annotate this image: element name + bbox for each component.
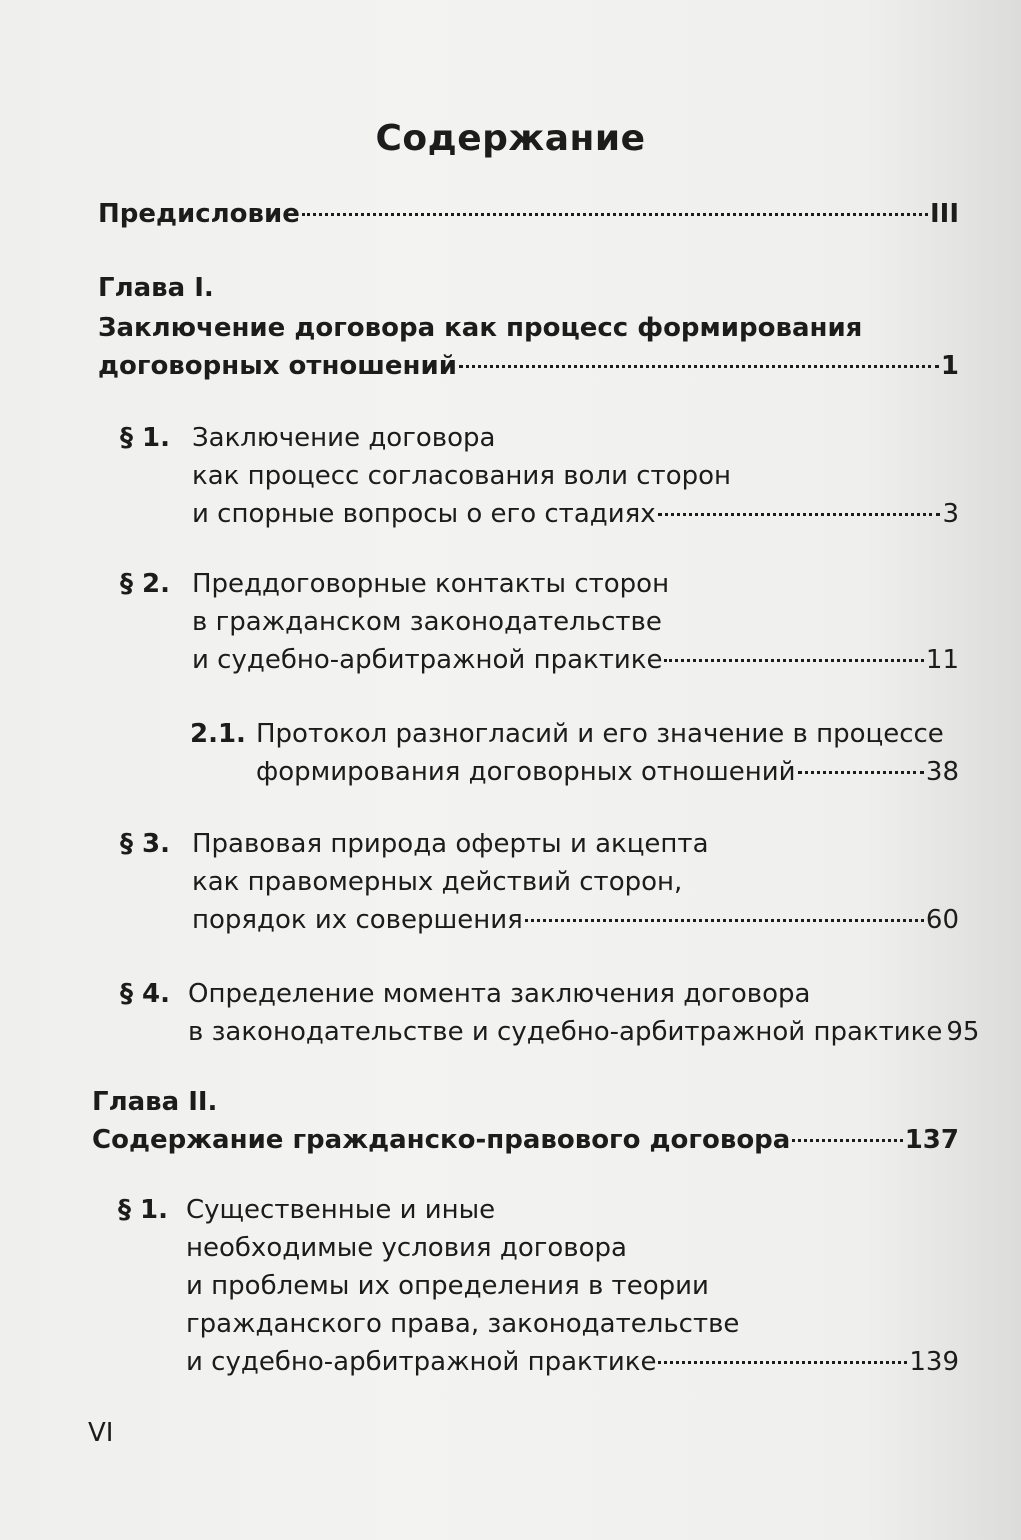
toc-entry-subsection-2-1[interactable]: [256, 754, 959, 790]
section-title-line: Протокол разногласий и его значение в процессе: [256, 719, 944, 749]
section-number: § 3.: [120, 829, 171, 859]
section-number: § 4.: [120, 979, 171, 1009]
chapter-title-line: договорных отношений: [98, 351, 457, 381]
section-title-line: формирования договорных отношений: [256, 757, 796, 787]
toc-entry-chapter-2-section-1[interactable]: [186, 1344, 959, 1380]
toc-entry-chapter-1[interactable]: [98, 348, 959, 384]
dot-leader: [792, 1139, 902, 1142]
dot-leader: [664, 659, 923, 662]
section-title-line: и судебно-арбитражной практике: [186, 1347, 657, 1377]
section-title-line: и судебно-арбитражной практике: [192, 645, 663, 675]
section-title-line: в гражданском законодательстве: [192, 607, 662, 637]
section-title-line: необходимые условия договора: [186, 1233, 627, 1263]
dot-leader: [798, 771, 924, 774]
toc-page-number: 60: [925, 905, 959, 935]
section-number: 2.1.: [190, 719, 246, 749]
dot-leader: [525, 919, 924, 922]
section-title-line: Заключение договора: [192, 423, 496, 453]
chapter-heading: Глава I.: [98, 273, 214, 303]
chapter-title-line: Заключение договора как процесс формирования: [98, 313, 863, 343]
toc-page-number: 11: [925, 645, 959, 675]
dot-leader: [459, 365, 939, 368]
section-title-line: и проблемы их определения в теории: [186, 1271, 709, 1301]
section-title-line: Определение момента заключения договора: [188, 979, 811, 1009]
section-title-line: порядок их совершения: [192, 905, 523, 935]
toc-page-number: 38: [925, 757, 959, 787]
chapter-heading: Глава II.: [92, 1087, 218, 1117]
toc-entry-section-3[interactable]: [192, 902, 959, 938]
toc-entry-section-1[interactable]: [192, 496, 959, 532]
section-title-line: гражданского права, законодательстве: [186, 1309, 740, 1339]
toc-entry-preface[interactable]: [98, 196, 959, 232]
dot-leader: [302, 213, 928, 216]
section-title-line: и спорные вопросы о его стадиях: [192, 499, 656, 529]
section-title-line: Существенные и иные: [186, 1195, 496, 1225]
section-title-line: в законодательстве и судебно-арбитражной практике: [188, 1017, 943, 1047]
dot-leader: [658, 513, 941, 516]
toc-page-number: 95: [946, 1017, 980, 1047]
dot-leader: [658, 1361, 907, 1364]
section-title-line: как правомерных действий сторон,: [192, 867, 683, 897]
toc-entry-section-2[interactable]: [192, 642, 959, 678]
toc-page-number: 137: [904, 1125, 959, 1155]
toc-entry-chapter-2[interactable]: [92, 1122, 959, 1158]
toc-page-number: 139: [909, 1347, 959, 1377]
toc-entry-label: Предисловие: [98, 199, 300, 229]
section-number: § 2.: [120, 569, 171, 599]
page-number: VI: [88, 1418, 114, 1448]
section-title-line: Правовая природа оферты и акцепта: [192, 829, 709, 859]
toc-page-number: III: [929, 199, 959, 229]
toc-page-number: 3: [942, 499, 959, 529]
section-number: § 1.: [118, 1195, 169, 1225]
section-number: § 1.: [120, 423, 171, 453]
toc-page-number: 1: [940, 351, 959, 381]
toc-entry-section-4[interactable]: [188, 1014, 980, 1050]
page-title: Содержание: [375, 118, 646, 159]
section-title-line: Преддоговорные контакты сторон: [192, 569, 670, 599]
chapter-title-line: Содержание гражданско-правового договора: [92, 1125, 791, 1155]
section-title-line: как процесс согласования воли сторон: [192, 461, 732, 491]
